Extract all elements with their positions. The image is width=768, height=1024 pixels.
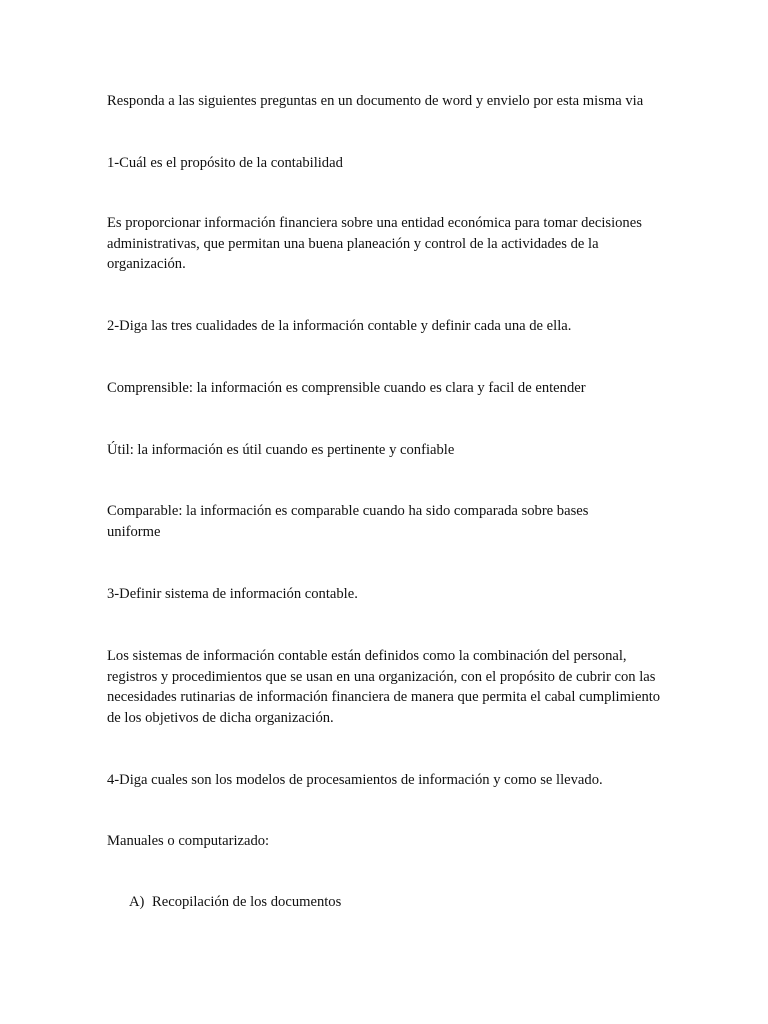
instructions-paragraph: Responda a las siguientes preguntas en un documento de word y envielo por esta misma via bbox=[107, 93, 644, 109]
answer-2-util: Útil: la información es útil cuando es pertinente y confiable bbox=[107, 442, 455, 458]
question-4: 4-Diga cuales son los modelos de procesamientos de información y como se llevado. bbox=[107, 772, 603, 788]
list-marker: A) bbox=[129, 894, 145, 910]
question-2: 2-Diga las tres cualidades de la información contable y definir cada una de ella. bbox=[107, 318, 572, 334]
list-item-text: Recopilación de los documentos bbox=[152, 894, 342, 910]
question-1: 1-Cuál es el propósito de la contabilidad bbox=[107, 155, 343, 171]
answer-4-intro: Manuales o computarizado: bbox=[107, 833, 270, 849]
answer-1: Es proporcionar información financiera sobre una entidad económica para tomar decisiones administrativas, que permitan una buena planeación y control de la actividades de la organización. bbox=[107, 215, 642, 273]
answer-2-comparable: Comparable: la información es comparable cuando ha sido comparada sobre bases uniforme bbox=[107, 503, 589, 540]
answer-2-comprensible: Comprensible: la información es comprensible cuando es clara y facil de entender bbox=[107, 380, 586, 396]
list-item bbox=[129, 892, 341, 913]
answer-3: Los sistemas de información contable están definidos como la combinación del personal, registros y procedimientos que se usan en una organización, con el propósito de cubrir con las necesidades rutinarias de información financiera de manera que permita el cabal cumplimiento de los objetivos de dicha organización. bbox=[107, 648, 661, 726]
question-3: 3-Definir sistema de información contable. bbox=[107, 586, 358, 602]
